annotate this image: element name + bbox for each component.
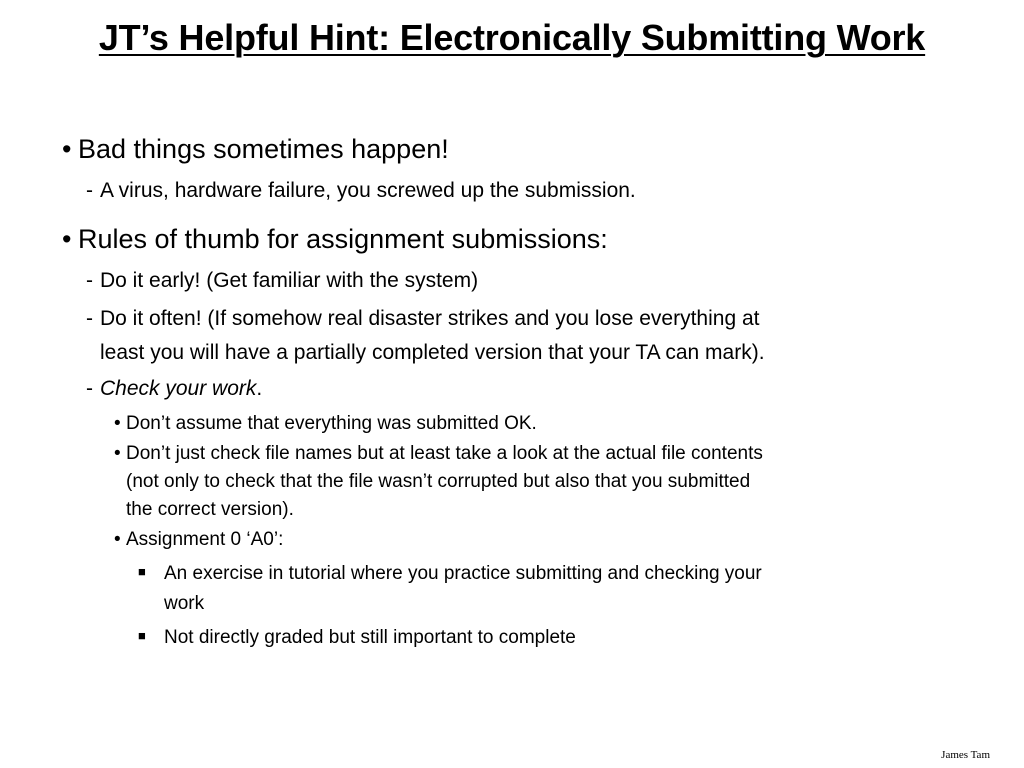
bullet-text-line-2: work	[164, 593, 205, 614]
bullet-marker: •	[114, 443, 121, 464]
bullet-text: Assignment 0 ‘A0’:	[126, 529, 284, 550]
bullet-text-tail: .	[256, 377, 263, 400]
sub-sub-bullet-check-file-contents-line-3	[126, 499, 294, 521]
slide-title: JT’s Helpful Hint: Electronically Submitting Work	[98, 17, 926, 58]
sub-bullet-do-it-often	[86, 307, 759, 331]
sub-bullet-virus	[86, 179, 636, 203]
bullet-text-line-2: least you will have a partially completed version that your TA can mark).	[100, 341, 765, 364]
bullet-text: A virus, hardware failure, you screwed up the submission.	[100, 179, 636, 202]
sub-sub-bullet-check-file-contents	[114, 443, 763, 465]
bullet-text: Do it early! (Get familiar with the system)	[100, 269, 479, 292]
sub-bullet-check-your-work	[86, 377, 262, 401]
bullet-text-line-1: An exercise in tutorial where you practice submitting and checking your	[164, 563, 762, 584]
dash-marker: -	[86, 269, 93, 292]
square-bullet-exercise	[138, 563, 762, 585]
footer-author: James Tam	[941, 749, 990, 761]
square-bullet-icon: ■	[138, 628, 146, 643]
square-bullet-exercise-line-2	[164, 593, 204, 615]
sub-bullet-do-it-early	[86, 269, 478, 293]
bullet-rules-of-thumb	[62, 224, 608, 255]
bullet-text: Rules of thumb for assignment submissions:	[78, 224, 608, 254]
bullet-bad-things	[62, 134, 449, 165]
bullet-marker: •	[114, 529, 121, 550]
square-bullet-icon: ■	[138, 564, 146, 579]
bullet-text: Bad things sometimes happen!	[78, 134, 449, 164]
bullet-text-line-3: the correct version).	[126, 499, 294, 520]
bullet-marker: •	[62, 224, 72, 254]
bullet-marker: •	[62, 134, 72, 164]
dash-marker: -	[86, 377, 93, 400]
bullet-text: Don’t assume that everything was submitted OK.	[126, 413, 537, 434]
sub-sub-bullet-assignment-0	[114, 529, 283, 551]
bullet-text-line-1: Don’t just check file names but at least take a look at the actual file contents	[126, 443, 763, 464]
dash-marker: -	[86, 179, 93, 202]
bullet-text: Not directly graded but still important to complete	[164, 627, 576, 648]
sub-sub-bullet-check-file-contents-line-2	[126, 471, 750, 493]
square-bullet-not-graded	[138, 627, 576, 649]
bullet-text-line-2: (not only to check that the file wasn’t corrupted but also that you submitted	[126, 471, 751, 492]
sub-bullet-do-it-often-continued	[100, 341, 765, 365]
sub-sub-bullet-dont-assume	[114, 413, 537, 435]
bullet-text-line-1: Do it often! (If somehow real disaster strikes and you lose everything at	[100, 307, 760, 330]
bullet-marker: •	[114, 413, 121, 434]
dash-marker: -	[86, 307, 93, 330]
bullet-text-italic: Check your work	[100, 377, 257, 400]
